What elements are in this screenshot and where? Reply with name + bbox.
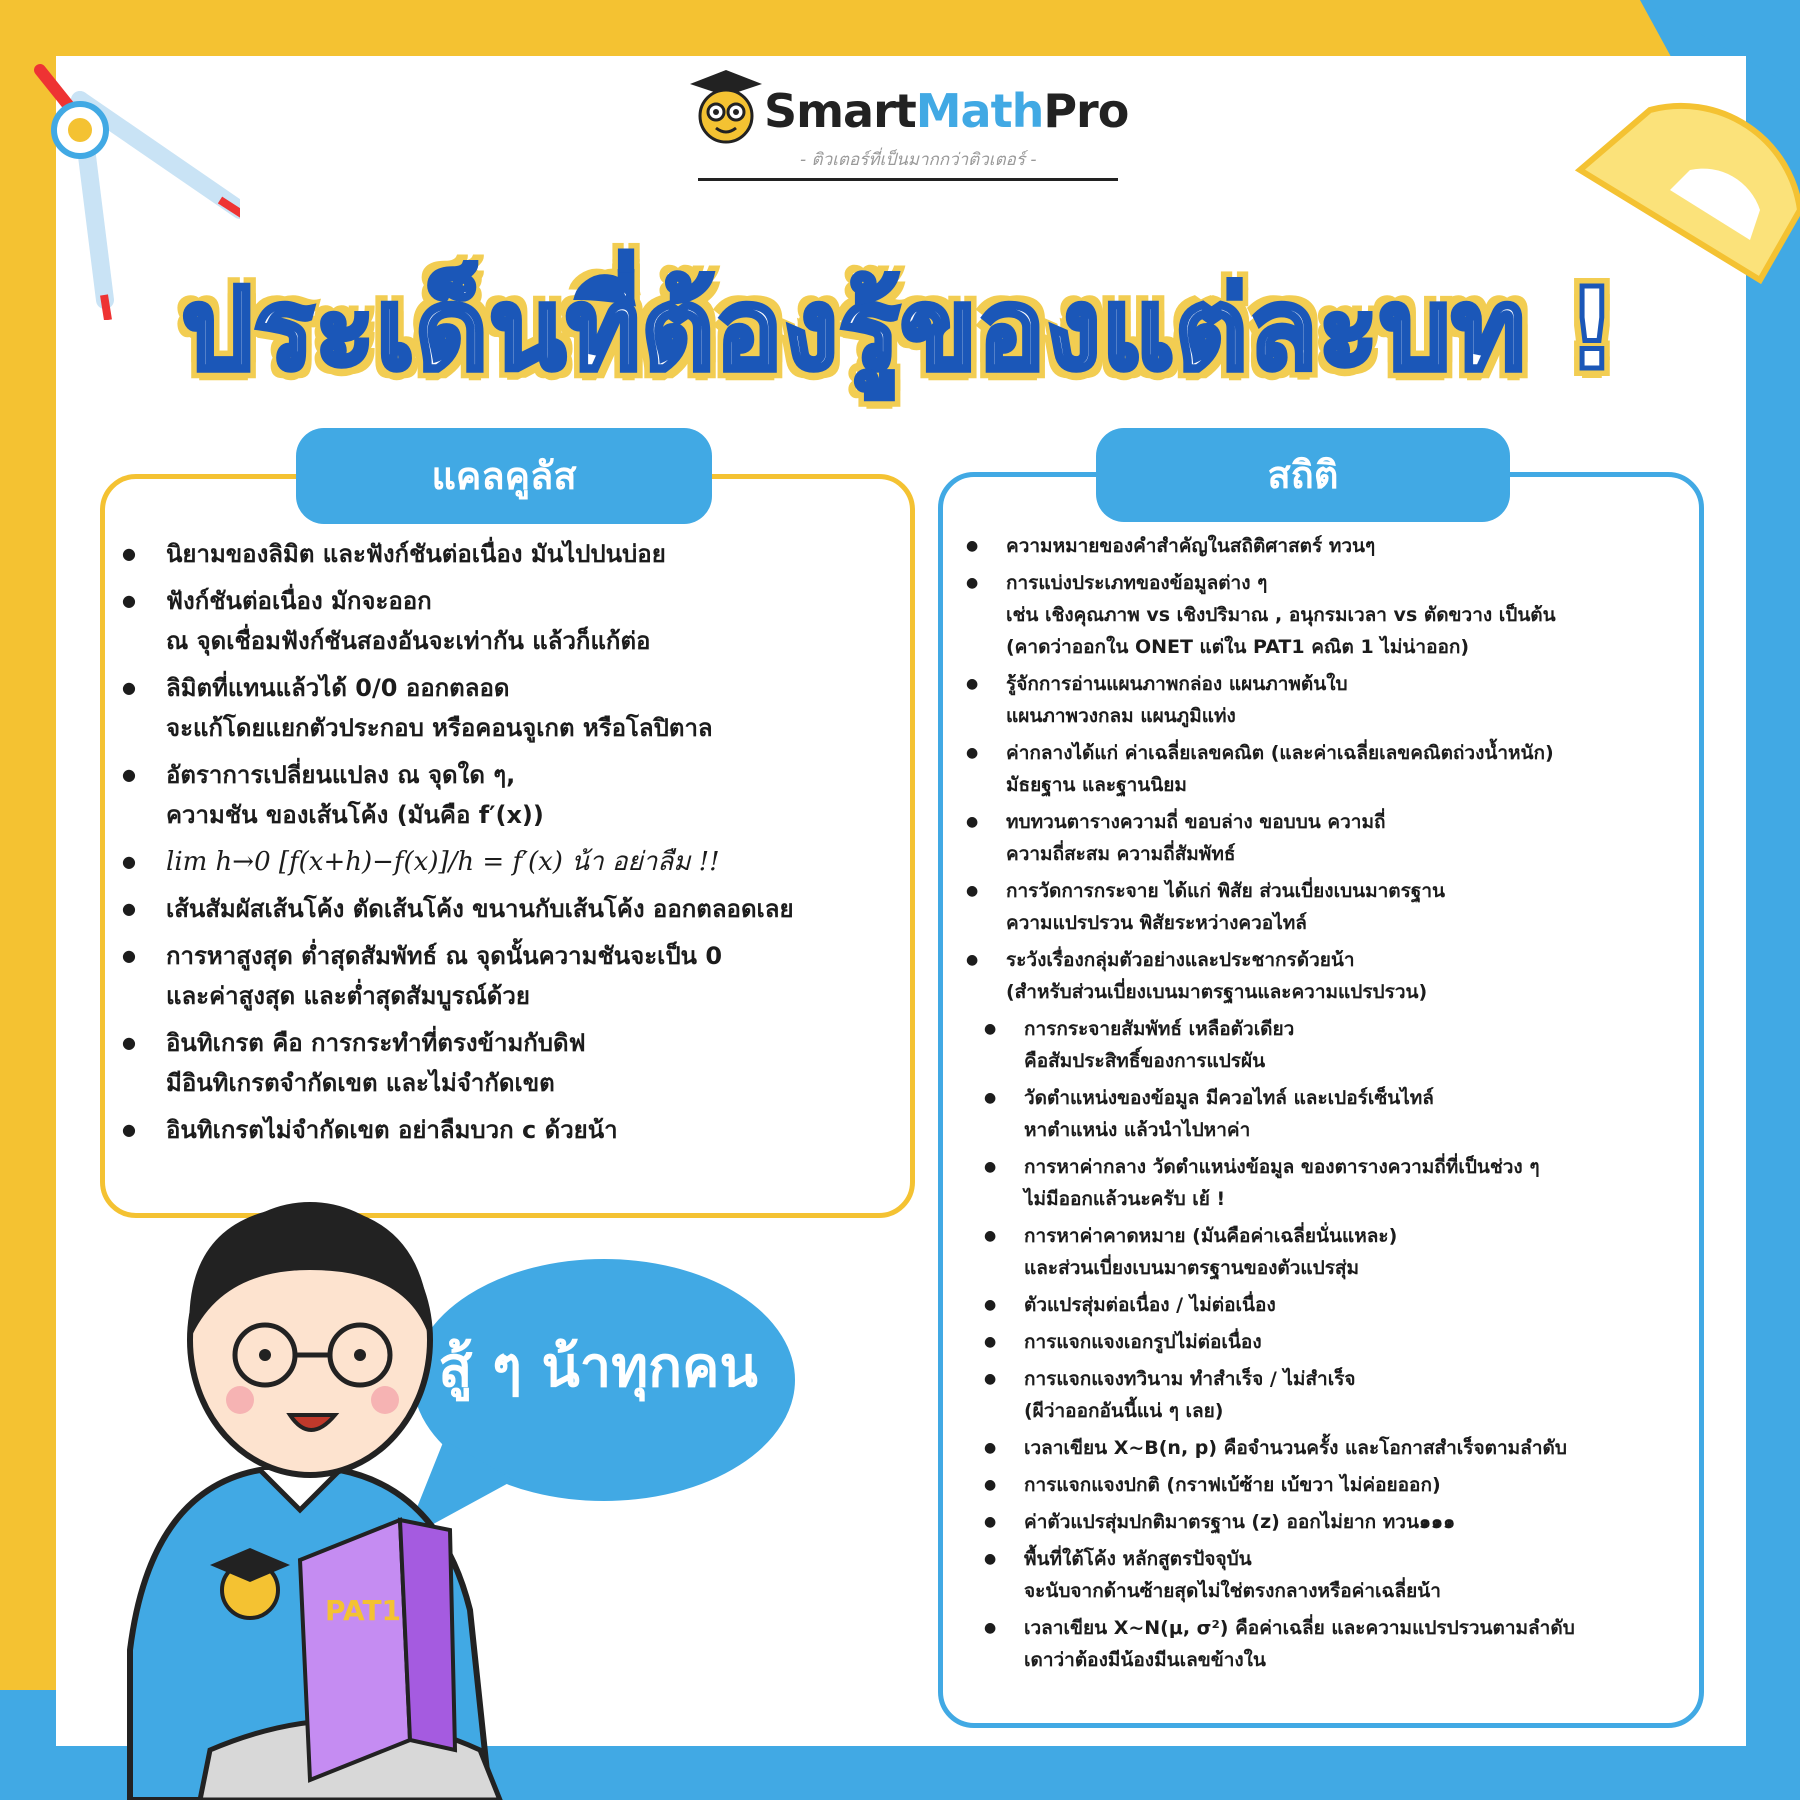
list-item: ● เวลาเขียน X~B(n, p) คือจำนวนครั้ง และโอกาสสำเร็จตามลำดับ bbox=[966, 1432, 1666, 1464]
list-item: ● ตัวแปรสุ่มต่อเนื่อง / ไม่ต่อเนื่อง bbox=[966, 1289, 1666, 1321]
list-item: ● ค่ากลางได้แก่ ค่าเฉลี่ยเลขคณิต (และค่าเฉลี่ยเลขคณิตถ่วงน้ำหนัก) มัธยฐาน และฐานนิยม bbox=[966, 737, 1666, 801]
list-item: ● อัตราการเปลี่ยนแปลง ณ จุดใด ๆ, ความชัน ของเส้นโค้ง (มันคือ f′(x)) bbox=[122, 755, 882, 835]
statistics-title: สถิติ bbox=[1096, 428, 1510, 522]
page-title: ประเด็นที่ต้องรู้ของแต่ละบท ! bbox=[181, 265, 1619, 395]
logo-divider bbox=[698, 178, 1118, 181]
list-item: ● การแบ่งประเภทของข้อมูลต่าง ๆ เช่น เชิงคุณภาพ vs เชิงปริมาณ , อนุกรมเวลา vs ตัดขวาง เป็นต้น (คาดว่าออกใน ONET แต่ใน PAT1 คณิต 1 ไม่น่าออก) bbox=[966, 567, 1666, 663]
book-title: PAT1 bbox=[325, 1594, 402, 1627]
list-item: ● ลิมิตที่แทนแล้วได้ 0/0 ออกตลอด จะแก้โดยแยกตัวประกอบ หรือคอนจูเกต หรือโลปิตาล bbox=[122, 668, 882, 748]
list-item: ● lim h→0 [f(x+h)−f(x)]/h = f′(x) น้า อย่าลืม !! bbox=[122, 842, 882, 882]
list-item: ● รู้จักการอ่านแผนภาพกล่อง แผนภาพต้นใบ แผนภาพวงกลม แผนภูมิแท่ง bbox=[966, 668, 1666, 732]
list-item: ● พื้นที่ใต้โค้ง หลักสูตรปัจจุบัน จะนับจากด้านซ้ายสุดไม่ใช่ตรงกลางหรือค่าเฉลี่ยน้า bbox=[966, 1543, 1666, 1607]
list-item: ● การวัดการกระจาย ได้แก่ พิสัย ส่วนเบี่ยงเบนมาตรฐาน ความแปรปรวน พิสัยระหว่างควอไทล์ bbox=[966, 875, 1666, 939]
list-item: ● การแจกแจงปกติ (กราฟเบ้ซ้าย เบ้ขวา ไม่ค่อยออก) bbox=[966, 1469, 1666, 1501]
list-item: ● ความหมายของคำสำคัญในสถิติศาสตร์ ทวนๆ bbox=[966, 530, 1666, 562]
list-item: ● ค่าตัวแปรสุ่มปกติมาตรฐาน (z) ออกไม่ยาก ทวน๑๑๑ bbox=[966, 1506, 1666, 1538]
list-item: ● การหาค่าคาดหมาย (มันคือค่าเฉลี่ยนั่นแหละ) และส่วนเบี่ยงเบนมาตรฐานของตัวแปรสุ่ม bbox=[966, 1220, 1666, 1284]
list-item: ● อินทิเกรตไม่จำกัดเขต อย่าลืมบวก c ด้วยน้า bbox=[122, 1110, 882, 1150]
list-item: ● การหาค่ากลาง วัดตำแหน่งข้อมูล ของตารางความถี่ที่เป็นช่วง ๆ ไม่มีออกแล้วนะครับ เย้ ! bbox=[966, 1151, 1666, 1215]
list-item: ● ทบทวนตารางความถี่ ขอบล่าง ขอบบน ความถี่ ความถี่สะสม ความถี่สัมพัทธ์ bbox=[966, 806, 1666, 870]
list-item: ● เส้นสัมผัสเส้นโค้ง ตัดเส้นโค้ง ขนานกับเส้นโค้ง ออกตลอดเลย bbox=[122, 889, 882, 929]
list-item: ● การหาสูงสุด ต่ำสุดสัมพัทธ์ ณ จุดนั้นความชันจะเป็น 0 และค่าสูงสุด และต่ำสุดสัมบูรณ์ด้วย bbox=[122, 936, 882, 1016]
list-item: ● อินทิเกรต คือ การกระทำที่ตรงข้ามกับดิฟ มีอินทิเกรตจำกัดเขต และไม่จำกัดเขต bbox=[122, 1023, 882, 1103]
list-item: ● การแจกแจงเอกรูปไม่ต่อเนื่อง bbox=[966, 1326, 1666, 1358]
calculus-title: แคลคูลัส bbox=[296, 428, 712, 524]
list-item: ● เวลาเขียน X~N(μ, σ²) คือค่าเฉลี่ย และความแปรปรวนตามลำดับ เดาว่าต้องมีน้องมีนเลขข้างใน bbox=[966, 1612, 1666, 1676]
calculus-list bbox=[122, 534, 882, 1157]
list-item: ● การแจกแจงทวินาม ทำสำเร็จ / ไม่สำเร็จ (ผีว่าออกอันนี้แน่ ๆ เลย) bbox=[966, 1363, 1666, 1427]
list-item: ● ฟังก์ชันต่อเนื่อง มักจะออก ณ จุดเชื่อมฟังก์ชันสองอันจะเท่ากัน แล้วก็แก้ต่อ bbox=[122, 581, 882, 661]
brand-logo bbox=[688, 66, 1128, 184]
statistics-list bbox=[966, 530, 1666, 1681]
list-item: ● วัดตำแหน่งของข้อมูล มีควอไทล์ และเปอร์เซ็นไทล์ หาตำแหน่ง แล้วนำไปหาค่า bbox=[966, 1082, 1666, 1146]
student-character-icon bbox=[110, 1190, 530, 1800]
encouragement-text: สู้ ๆ น้าทุกคน bbox=[438, 1335, 758, 1400]
brand-tagline: - ติวเตอร์ที่เป็นมากกว่าติวเตอร์ - bbox=[800, 150, 1037, 170]
graduate-mascot-icon bbox=[688, 66, 762, 146]
list-item: ● นิยามของลิมิต และฟังก์ชันต่อเนื่อง มันไปปนบ่อย bbox=[122, 534, 882, 574]
brand-name: SmartMathPro bbox=[764, 84, 1129, 138]
list-item: ● ระวังเรื่องกลุ่มตัวอย่างและประชากรด้วยน้า (สำหรับส่วนเบี่ยงเบนมาตรฐานและความแปรปรวน) bbox=[966, 944, 1666, 1008]
list-item: ● การกระจายสัมพัทธ์ เหลือตัวเดียว คือสัมประสิทธิ์ของการแปรผัน bbox=[966, 1013, 1666, 1077]
